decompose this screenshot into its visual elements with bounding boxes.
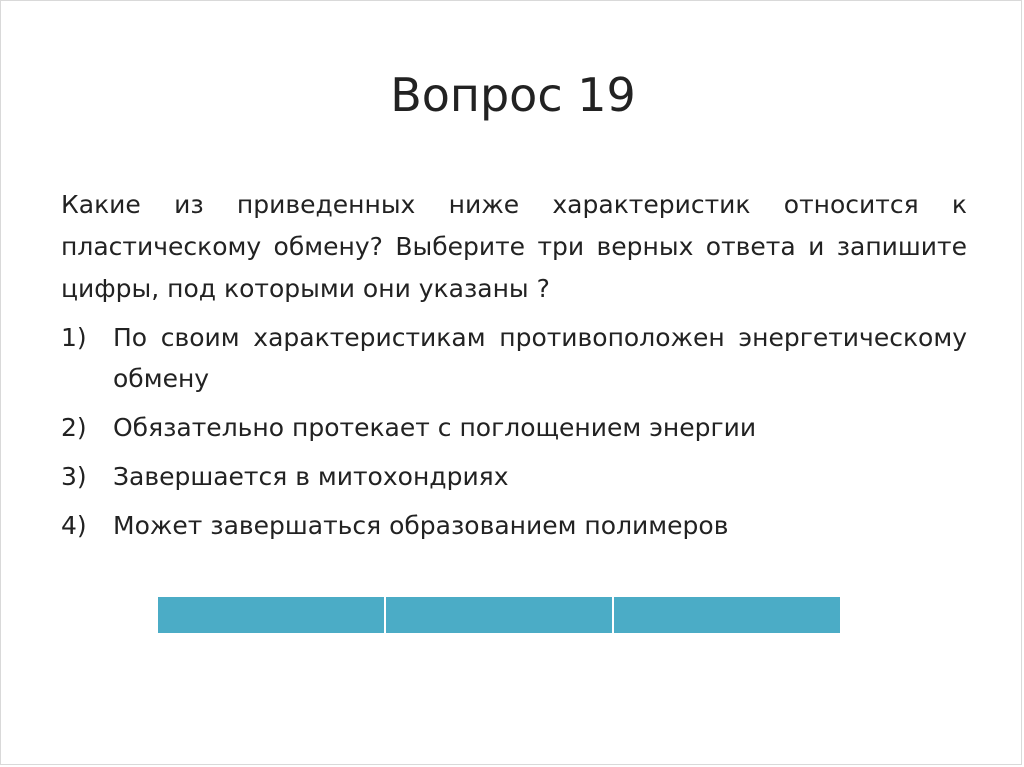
option-text: По своим характеристикам противоположен энергетическому обмену [113,323,967,393]
option-item-4 [61,505,967,546]
question-text: Какие из приведенных ниже характеристик относится к пластическому обмену? Выберите три верных ответа и запишите цифры, под которыми они указаны ? [61,190,967,303]
answer-cell-1[interactable] [158,597,386,633]
option-text: Обязательно протекает с поглощением энергии [113,413,757,442]
option-number: 3) [61,462,87,491]
option-item-3 [61,456,967,497]
answer-options-list [61,317,967,554]
answer-cell-2[interactable] [386,597,614,633]
option-number: 2) [61,413,87,442]
option-text: Может завершаться образованием полимеров [113,511,729,540]
option-item-1 [61,317,967,399]
option-text: Завершается в митохондриях [113,462,509,491]
option-number: 4) [61,511,87,540]
slide-title: Вопрос 19 [390,68,636,122]
option-item-2 [61,407,967,448]
option-number: 1) [61,323,87,352]
answer-grid [157,596,841,634]
answer-cell-3[interactable] [614,597,840,633]
